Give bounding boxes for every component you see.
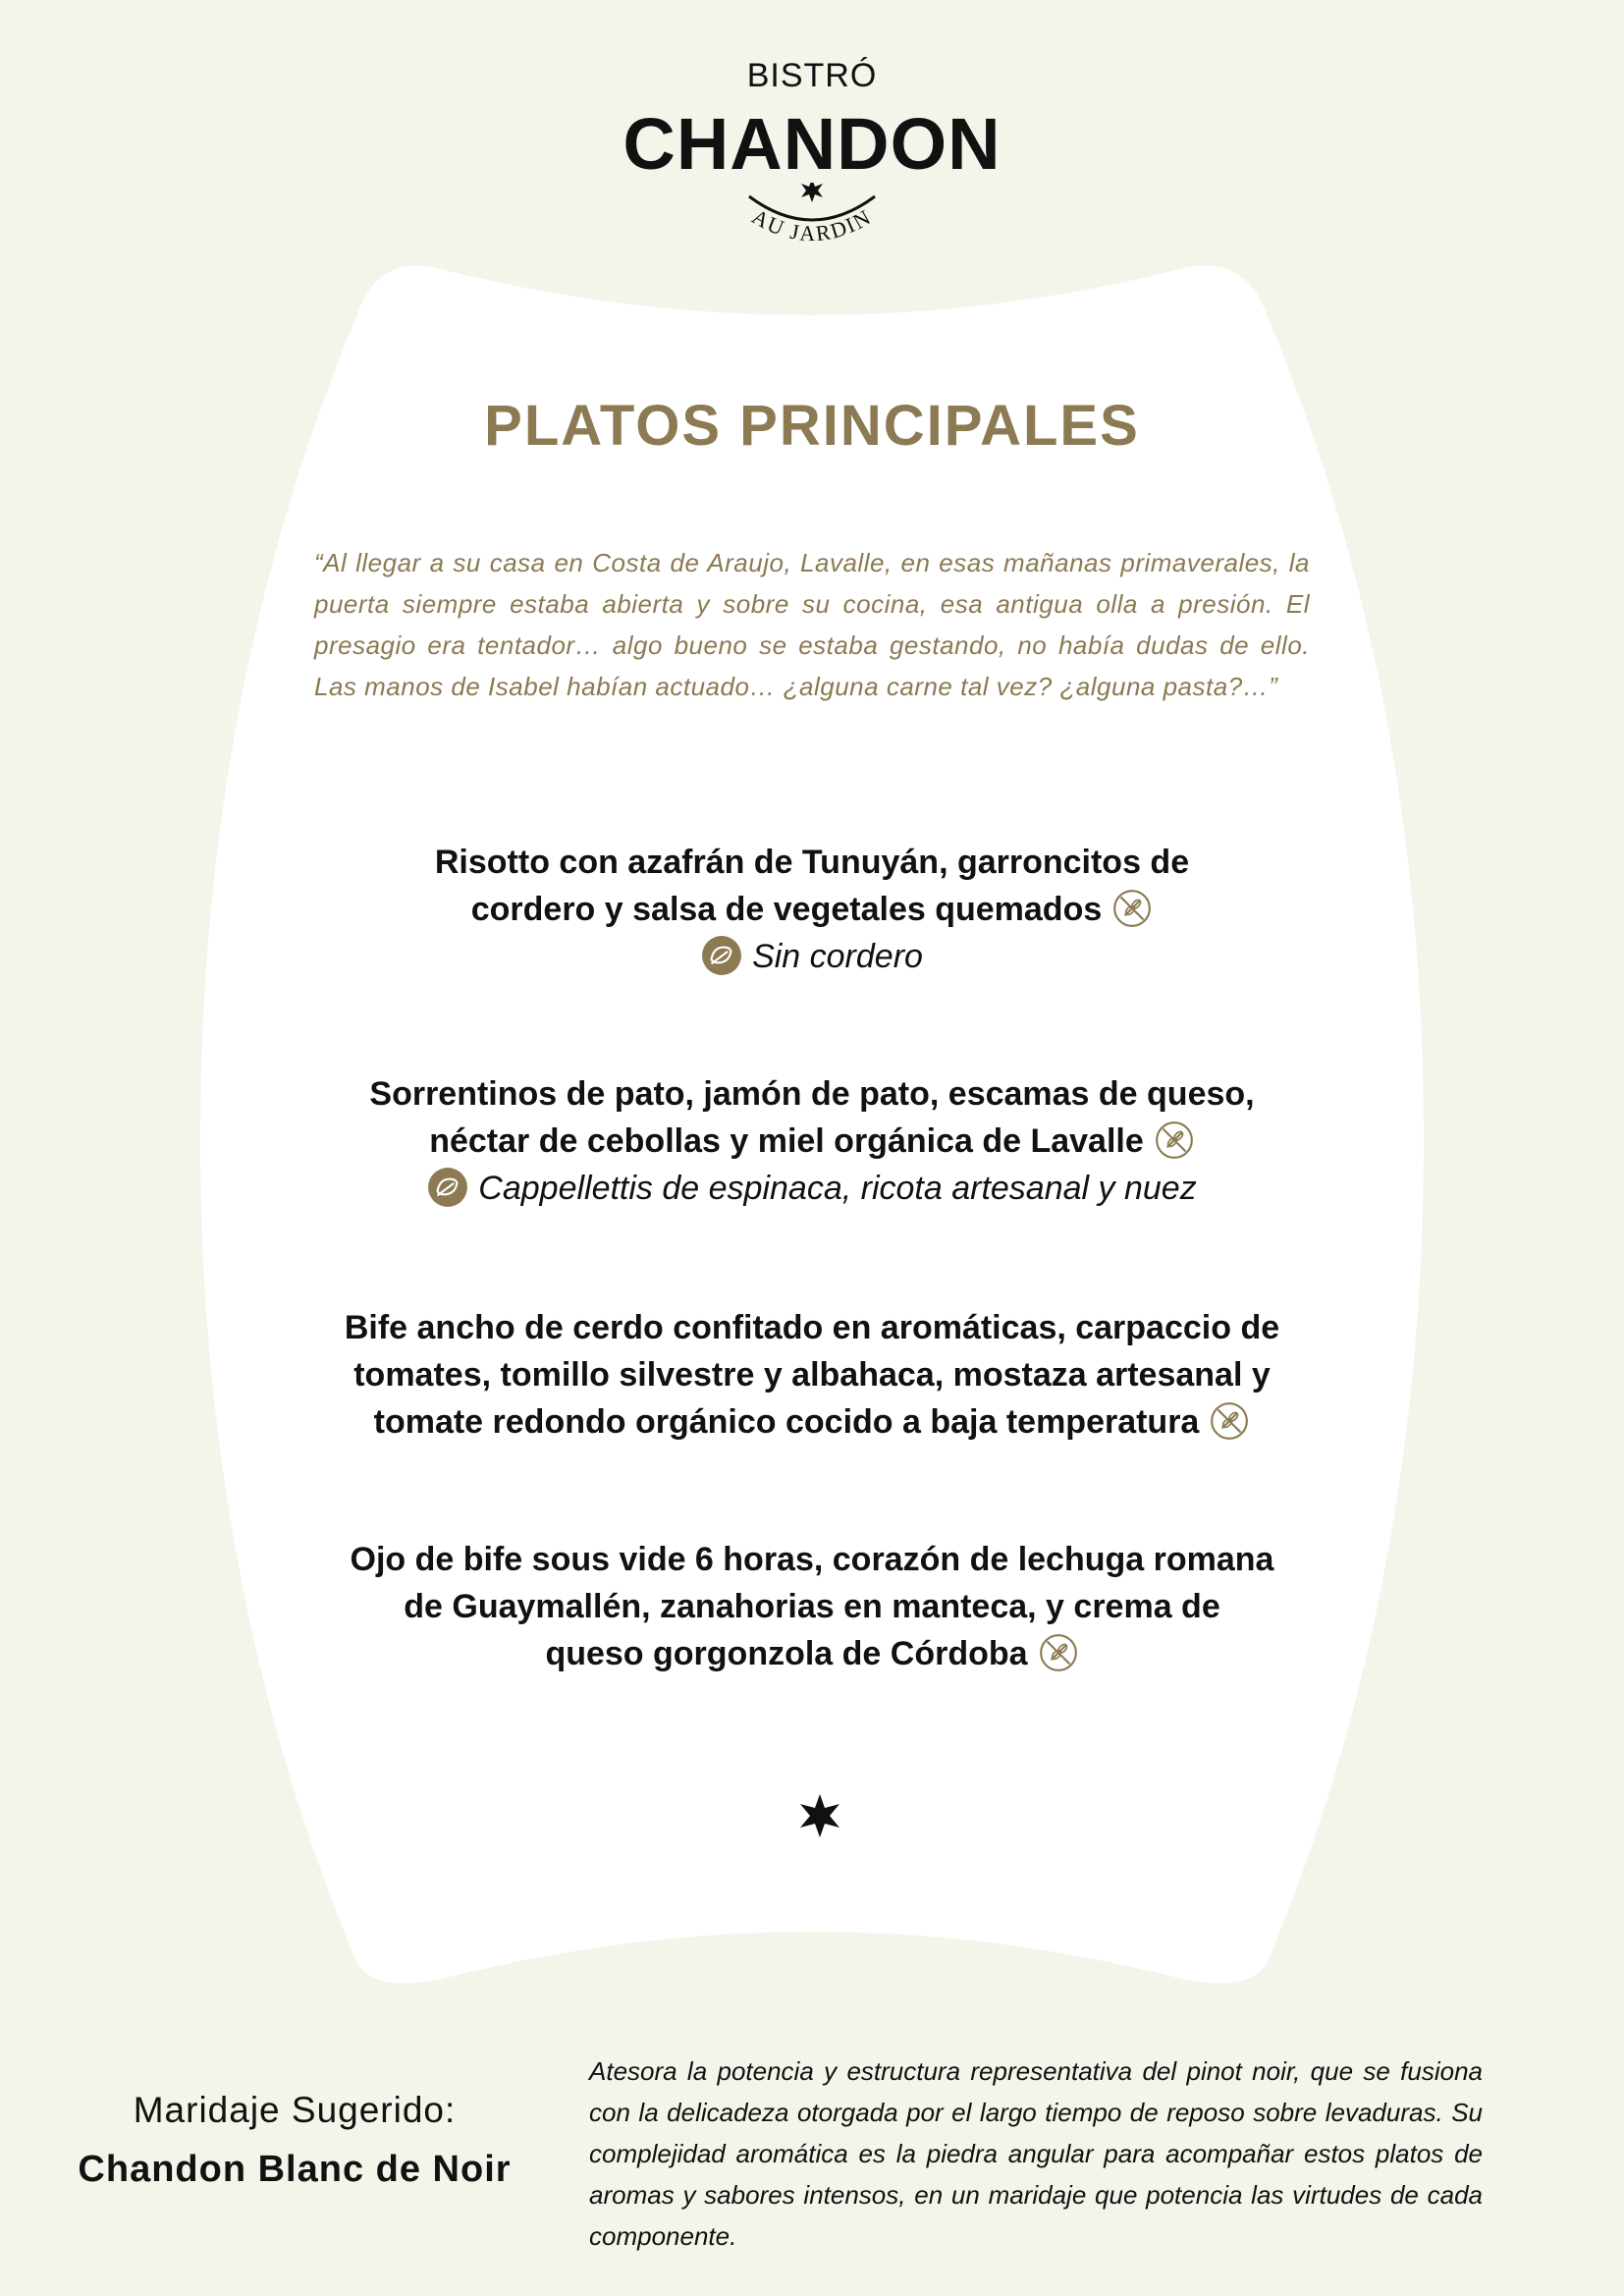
dish-line: tomates, tomillo silvestre y albahaca, mostaza artesanal y <box>353 1356 1271 1394</box>
leaf-icon <box>427 1167 468 1208</box>
brand-small-text: BISTRÓ <box>746 57 878 94</box>
dish-item <box>275 1070 1349 1212</box>
veggie-alternative: Cappellettis de espinaca, ricota artesanal y nuez <box>275 1165 1349 1212</box>
dish-line: Sorrentinos de pato, jamón de pato, escamas de queso, <box>369 1075 1255 1113</box>
pairing-label: Maridaje Sugerido: <box>133 2090 457 2130</box>
dish-line: Ojo de bife sous vide 6 horas, corazón de lechuga romana <box>350 1541 1274 1578</box>
dish-line: tomate redondo orgánico cocido a baja temperatura <box>275 1398 1349 1446</box>
section-quote: “Al llegar a su casa en Costa de Araujo, Lavalle, en esas mañanas primaverales, la puerta siempre estaba abierta y sobre su cocina, esa antigua olla a presión. El presagio era tentador… algo bueno se estaba gestando, no había dudas de ello. Las manos de Isabel habían actuado… ¿alguna carne tal vez? ¿alguna pasta?…” <box>314 548 1310 701</box>
dish-line: Bife ancho de cerdo confitado en aromáticas, carpaccio de <box>344 1309 1280 1346</box>
dish-line: Risotto con azafrán de Tunuyán, garroncitos de <box>434 844 1190 881</box>
no-wheat-icon <box>1209 1400 1250 1442</box>
dish-line: néctar de cebollas y miel orgánica de Lavalle <box>275 1118 1349 1165</box>
pairing-description: Atesora la potencia y estructura representativa del pinot noir, que se fusiona con la delicadeza otorgada por el largo tiempo de reposo sobre levaduras. Su complejidad aromática es la piedra angular para acompañar estos platos de aromas y sabores intensos, en un maridaje que potencia las virtudes de cada componente. <box>589 2056 1483 2251</box>
dish-item <box>275 839 1349 980</box>
dish-line: cordero y salsa de vegetales quemados <box>275 886 1349 933</box>
veggie-alternative: Sin cordero <box>275 933 1349 980</box>
star-icon <box>797 1793 842 1838</box>
no-wheat-icon <box>1111 888 1153 929</box>
leaf-icon <box>701 935 742 976</box>
dish-item <box>275 1536 1349 1677</box>
no-wheat-icon <box>1154 1120 1195 1161</box>
dish-item <box>275 1304 1349 1446</box>
dish-line: queso gorgonzola de Córdoba <box>275 1630 1349 1677</box>
brand-name: CHANDON <box>623 103 1001 185</box>
section-title: PLATOS PRINCIPALES <box>484 394 1140 458</box>
brand-tagline: AU JARDIN <box>747 203 877 246</box>
pairing-wine: Chandon Blanc de Noir <box>78 2149 512 2190</box>
no-wheat-icon <box>1038 1632 1079 1673</box>
dish-line: de Guaymallén, zanahorias en manteca, y crema de <box>404 1588 1220 1625</box>
